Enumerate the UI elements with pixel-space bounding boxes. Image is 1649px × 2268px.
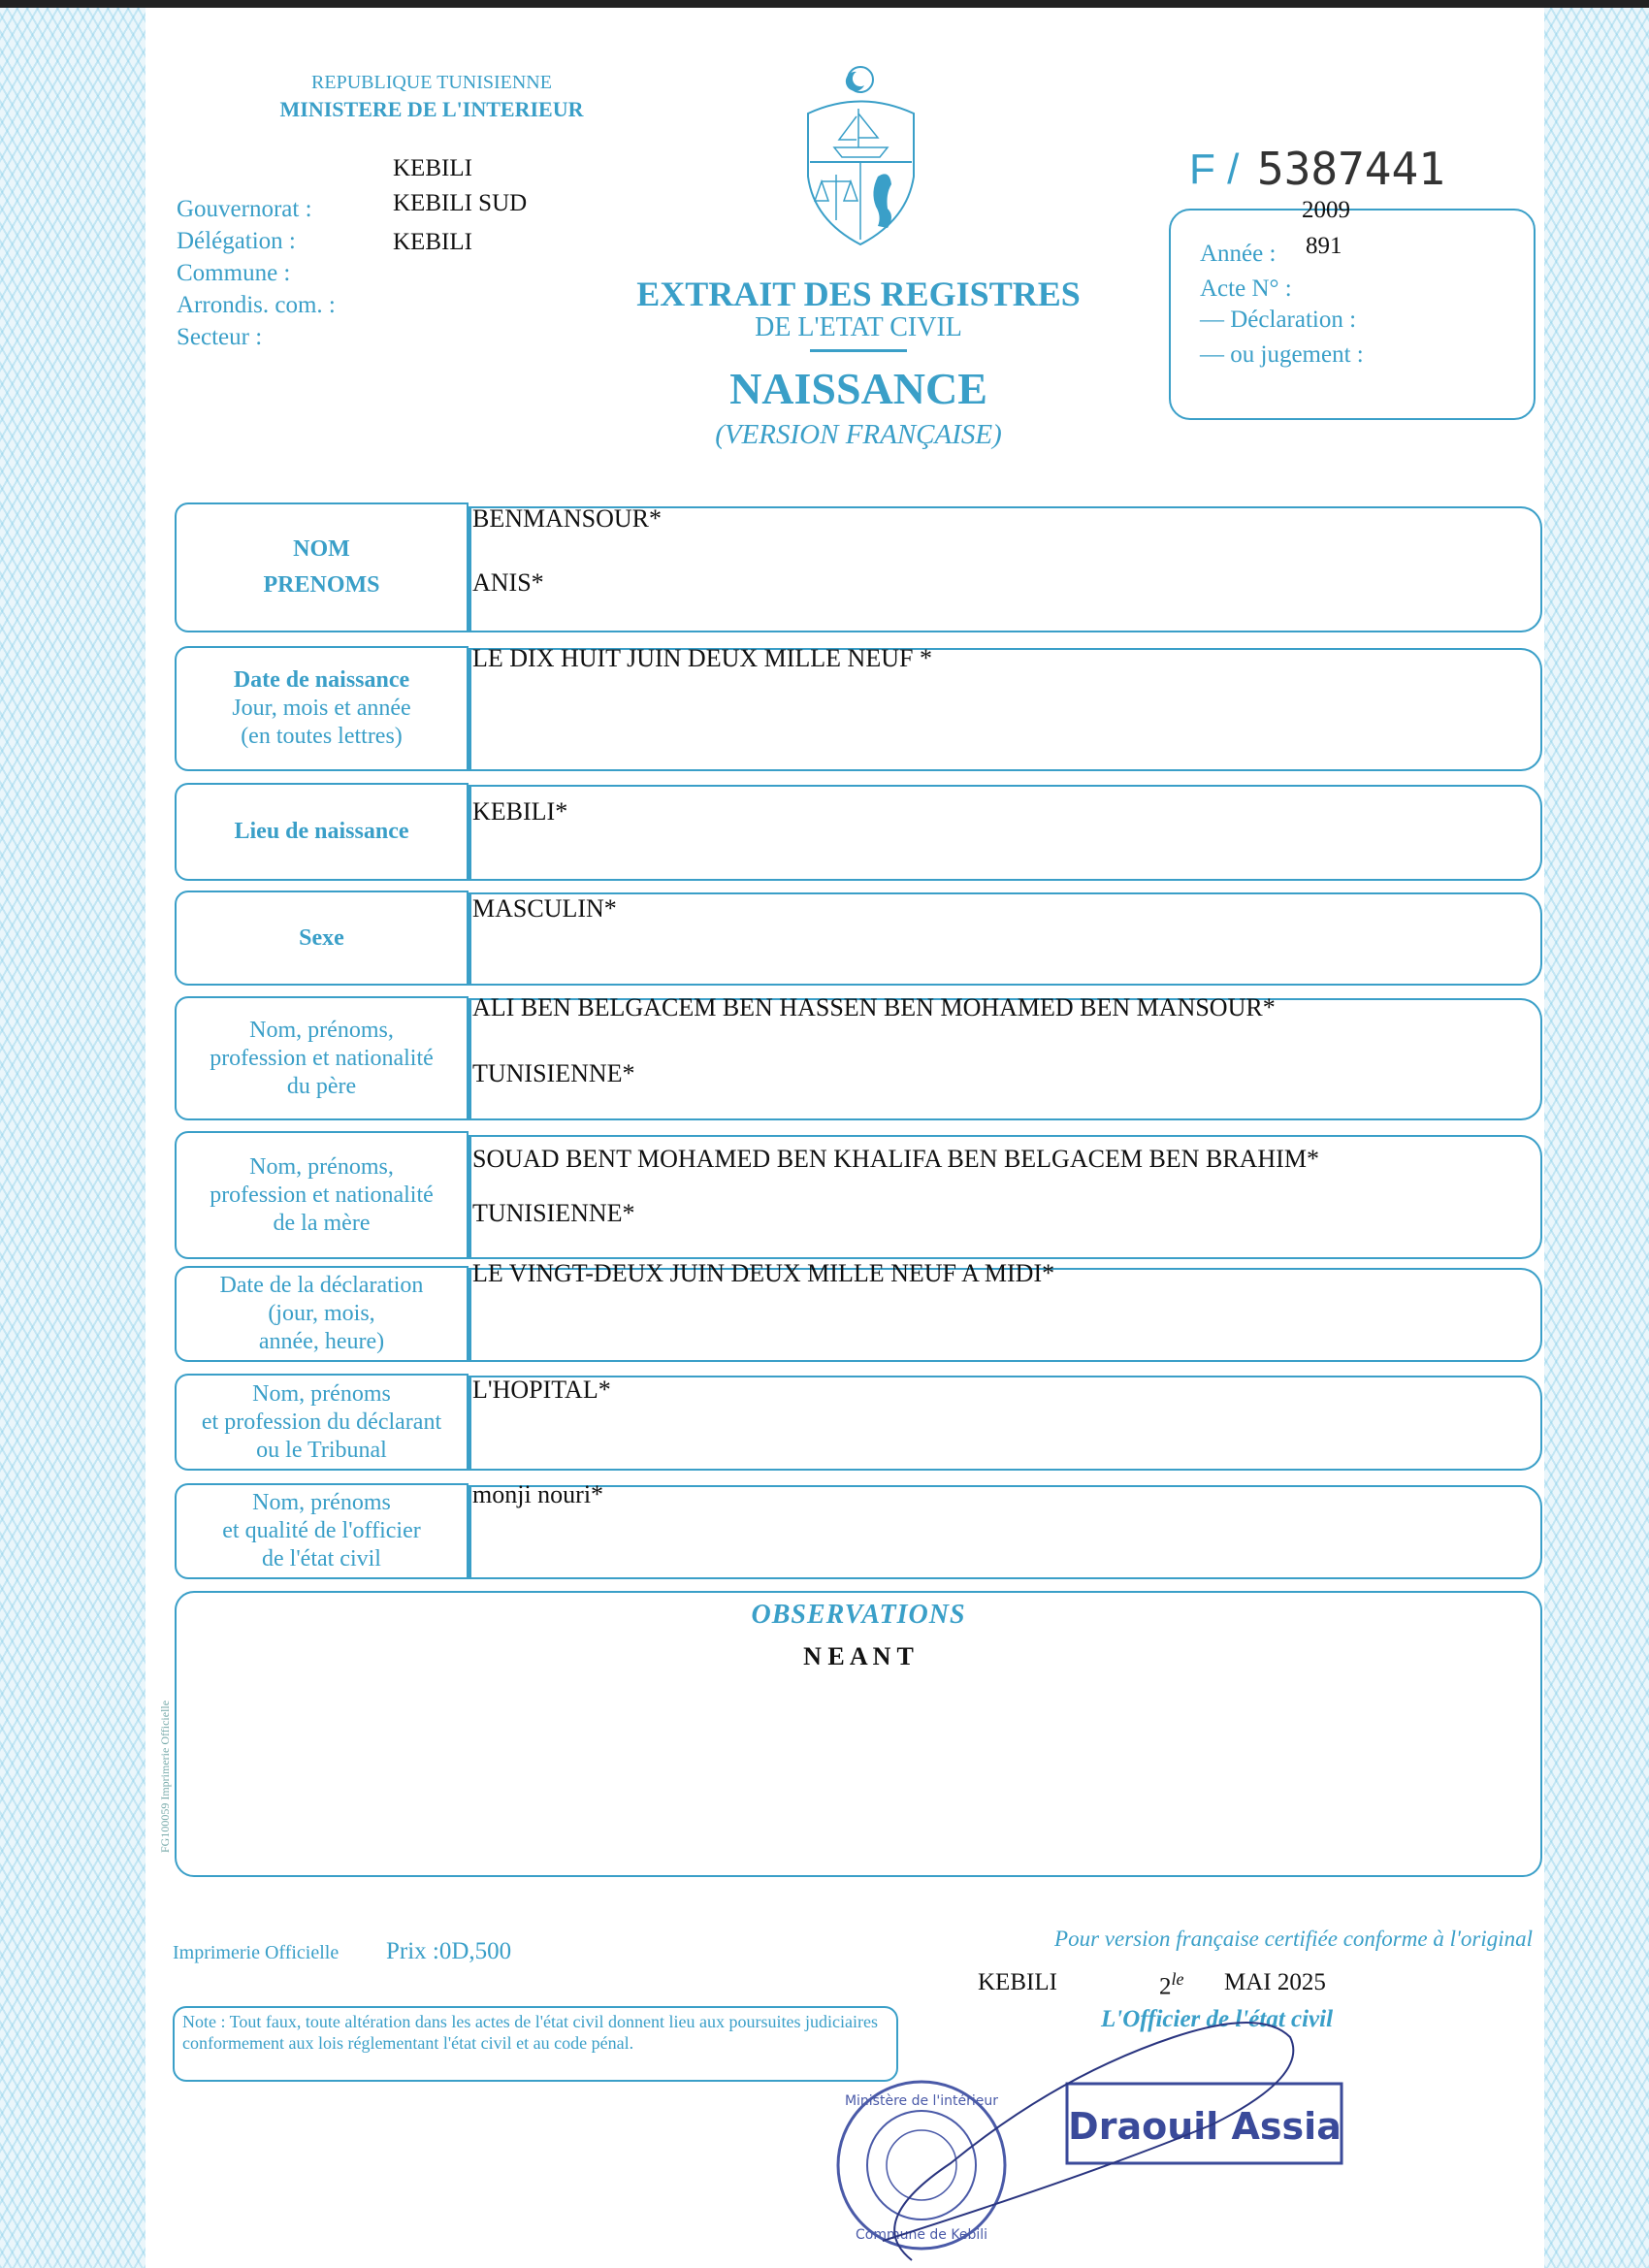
father-label-2: profession et nationalité	[210, 1045, 434, 1071]
issue-day-suffix: le	[1171, 1969, 1184, 1989]
sex-field	[469, 892, 1542, 986]
officer-label-3: de l'état civil	[262, 1546, 381, 1571]
birth-date-label: Date de naissance	[233, 667, 410, 693]
gouvernorat-value: KEBILI SUD	[393, 190, 528, 216]
given-names-label: PRENOMS	[263, 572, 380, 598]
declarant-label-box	[175, 1374, 469, 1471]
declarant-label-3: ou le Tribunal	[256, 1437, 387, 1463]
issue-day-number: 2	[1159, 1973, 1172, 2000]
birth-date-label-box	[175, 646, 469, 771]
sex-value: MASCULIN*	[472, 894, 617, 923]
officer-label-1: Nom, prénoms	[252, 1490, 391, 1515]
declarant-label-1: Nom, prénoms	[252, 1380, 391, 1407]
birth-date-hint-2: (en toutes lettres)	[241, 724, 403, 749]
security-border-left	[0, 0, 146, 2268]
declarant-field	[469, 1376, 1542, 1471]
official-stamps	[805, 1998, 1426, 2268]
delegation-label: Délégation :	[177, 228, 296, 254]
sex-label-box	[175, 891, 469, 986]
year-label: Année :	[1200, 241, 1277, 267]
mother-label-1: Nom, prénoms,	[249, 1153, 394, 1180]
security-border-right	[1544, 0, 1649, 2268]
officer-field	[469, 1485, 1542, 1579]
surname-label: NOM	[293, 536, 350, 562]
document-subtitle: DE L'ETAT CIVIL	[755, 312, 962, 342]
birth-date-hint: Jour, mois et année	[232, 696, 411, 721]
legal-note: Note : Tout faux, toute altération dans les actes de l'état civil donnent lieu aux poursuites judiciaires conformement aux lois réglementant l'état civil et au code pénal.	[173, 2006, 898, 2082]
issue-month-year: MAI 2025	[1224, 1969, 1326, 1995]
officer-label-box	[175, 1483, 469, 1579]
printer-side-code: FG100059 Imprimerie Officielle	[158, 1700, 172, 1853]
declaration-date-label-1: Date de la déclaration	[219, 1273, 424, 1298]
birth-place-value: KEBILI*	[472, 797, 568, 826]
judgment-label: — ou jugement :	[1200, 341, 1364, 368]
title-divider	[810, 349, 907, 352]
round-stamp-icon	[838, 2082, 1005, 2249]
certification-text: Pour version française certifiée conforme à l'original	[1054, 1927, 1533, 1951]
officer-label-2: et qualité de l'officier	[222, 1518, 421, 1543]
birth-date-value: LE DIX HUIT JUIN DEUX MILLE NEUF *	[472, 644, 932, 672]
version-label: (VERSION FRANÇAISE)	[715, 419, 1002, 450]
region-value: KEBILI	[393, 155, 472, 181]
commune-label: Commune :	[177, 260, 291, 286]
svg-text:Ministère de l'intérieur: Ministère de l'intérieur	[844, 2093, 999, 2109]
serial-prefix: F /	[1189, 146, 1240, 193]
father-label-box	[175, 996, 469, 1120]
father-label-3: du père	[286, 1073, 357, 1099]
issue-day	[1159, 1969, 1184, 2000]
birth-place-field	[469, 785, 1542, 881]
surname-value: BENMANSOUR*	[472, 504, 663, 533]
act-number-value: 891	[1306, 233, 1342, 259]
birth-place-label-box	[175, 783, 469, 881]
tunisia-coat-of-arms-icon	[800, 60, 922, 249]
officer-title: L'Officier de l'état civil	[1101, 2006, 1334, 2032]
ministry-heading: MINISTERE DE L'INTERIEUR	[279, 97, 584, 121]
mother-nationality-value: TUNISIENNE*	[472, 1199, 635, 1227]
mother-label-box	[175, 1131, 469, 1259]
declaration-label: — Déclaration :	[1200, 307, 1357, 333]
printer-label: Imprimerie Officielle	[173, 1942, 340, 1963]
observations-box	[175, 1591, 1542, 1877]
father-label-1: Nom, prénoms,	[249, 1017, 394, 1043]
secteur-label: Secteur :	[177, 324, 263, 350]
birth-place-label: Lieu de naissance	[234, 819, 409, 844]
declaration-date-value: LE VINGT-DEUX JUIN DEUX MILLE NEUF A MIDI*	[472, 1259, 1055, 1287]
father-name-value: ALI BEN BELGACEM BEN HASSEN BEN MOHAMED BEN MANSOUR*	[472, 993, 1276, 1021]
declaration-date-label-2: (jour, mois,	[268, 1301, 375, 1326]
svg-text:Draouil Assia: Draouil Assia	[1068, 2105, 1342, 2148]
mother-label-2: profession et nationalité	[210, 1182, 434, 1208]
declaration-date-label-box	[175, 1266, 469, 1362]
given-names-value: ANIS*	[472, 568, 544, 597]
declaration-date-label-3: année, heure)	[258, 1329, 385, 1354]
year-value: 2009	[1302, 197, 1350, 223]
act-number-label: Acte N° :	[1200, 275, 1292, 302]
declarant-value: L'HOPITAL*	[472, 1376, 611, 1404]
officer-value: monji nouri*	[472, 1480, 604, 1508]
scan-edge	[0, 0, 1649, 8]
serial-number: 5387441	[1257, 143, 1445, 195]
issue-place: KEBILI	[978, 1969, 1057, 1995]
gouvernorat-label: Gouvernorat :	[177, 196, 312, 222]
declarant-label-2: et profession du déclarant	[201, 1409, 442, 1435]
observations-value: N E A N T	[803, 1642, 914, 1670]
delegation-value: KEBILI	[393, 229, 472, 255]
act-type-title: NAISSANCE	[729, 364, 987, 413]
name-label-box	[175, 502, 469, 632]
document-title: EXTRAIT DES REGISTRES	[636, 275, 1081, 313]
mother-label-3: de la mère	[273, 1210, 371, 1236]
father-nationality-value: TUNISIENNE*	[472, 1059, 635, 1087]
arrondissement-label: Arrondis. com. :	[177, 292, 336, 318]
republic-heading: REPUBLIQUE TUNISIENNE	[311, 72, 552, 93]
price-label: Prix :0D,500	[386, 1938, 512, 1964]
mother-name-value: SOUAD BENT MOHAMED BEN KHALIFA BEN BELGACEM BEN BRAHIM*	[472, 1145, 1319, 1173]
name-stamp-icon	[1067, 2084, 1342, 2163]
sex-label: Sexe	[299, 924, 344, 951]
observations-label: OBSERVATIONS	[751, 1600, 966, 1630]
svg-text:Commune de Kebili: Commune de Kebili	[855, 2227, 988, 2243]
